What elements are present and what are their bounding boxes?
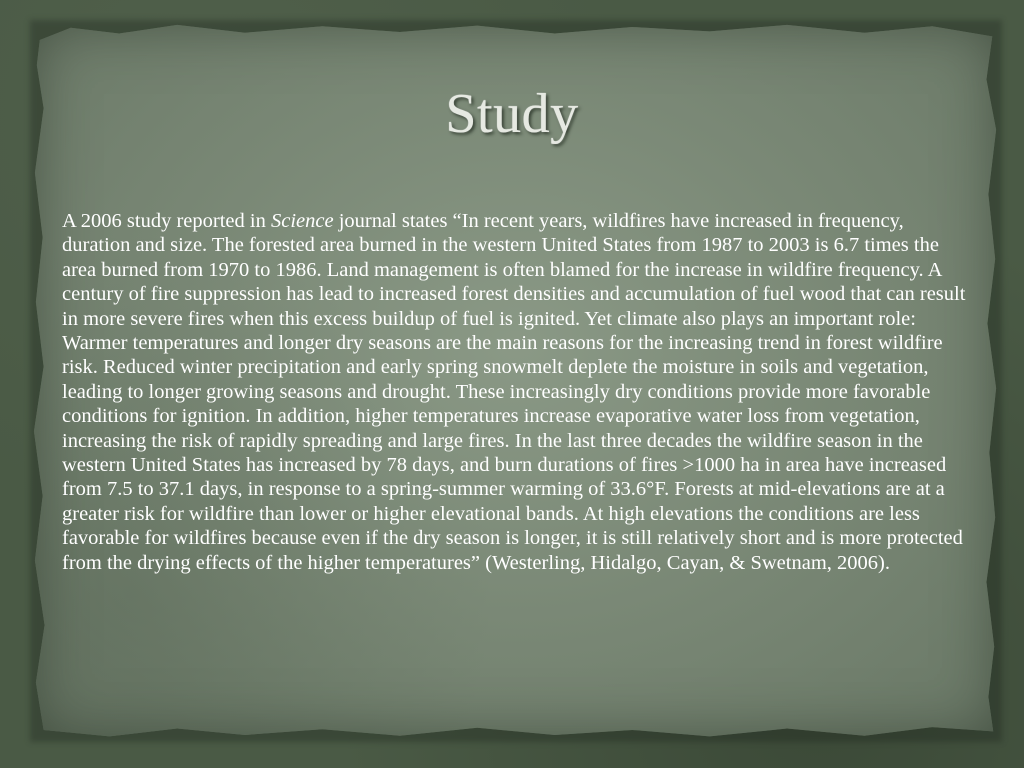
body-intro: A 2006 study reported in bbox=[62, 210, 271, 232]
slide-title: Study bbox=[445, 83, 579, 145]
journal-name: Science bbox=[270, 210, 334, 232]
body-rest: journal states “In recent years, wildfires have increased in frequency, duration and size. The forested area burned in the western United States from 1987 to 2003 is 6.7 times the area burned from 1970 to 1986. Land management is often blamed for the increase in wildfire frequency. A century of fire suppression has lead to increased forest densities and accumulation of fuel wood that can result in more severe fires when this excess buildup of fuel is ignited. Yet climate also plays an important role: Warmer temperatures and longer dry seasons are the main reasons for the increasing trend in forest wildfire risk. Reduced winter precipitation and early spring snowmelt deplete the moisture in soils and vegetation, leading to longer growing seasons and drought. These increasingly dry conditions provide more favorable conditions for ignition. In addition, higher temperatures increase evaporative water loss from vegetation, increasing the risk of rapidly spreading and large fires. In the last three decades the wildfire season in the western United States has increased by 78 days, and burn durations of fires >1000 ha in area have increased from 7.5 to 37.1 days, in response to a spring-summer warming of 33.6°F. Forests at mid-elevations are at a greater risk for wildfire than lower or higher elevational bands. At high elevations the conditions are less favorable for wildfires because even if the dry season is longer, it is still relatively short and is more protected from the drying effects of the higher temperatures” (Westerling, Hidalgo, Cayan, & Swetnam, 2006). bbox=[62, 210, 966, 574]
slide-body-text bbox=[62, 209, 974, 575]
